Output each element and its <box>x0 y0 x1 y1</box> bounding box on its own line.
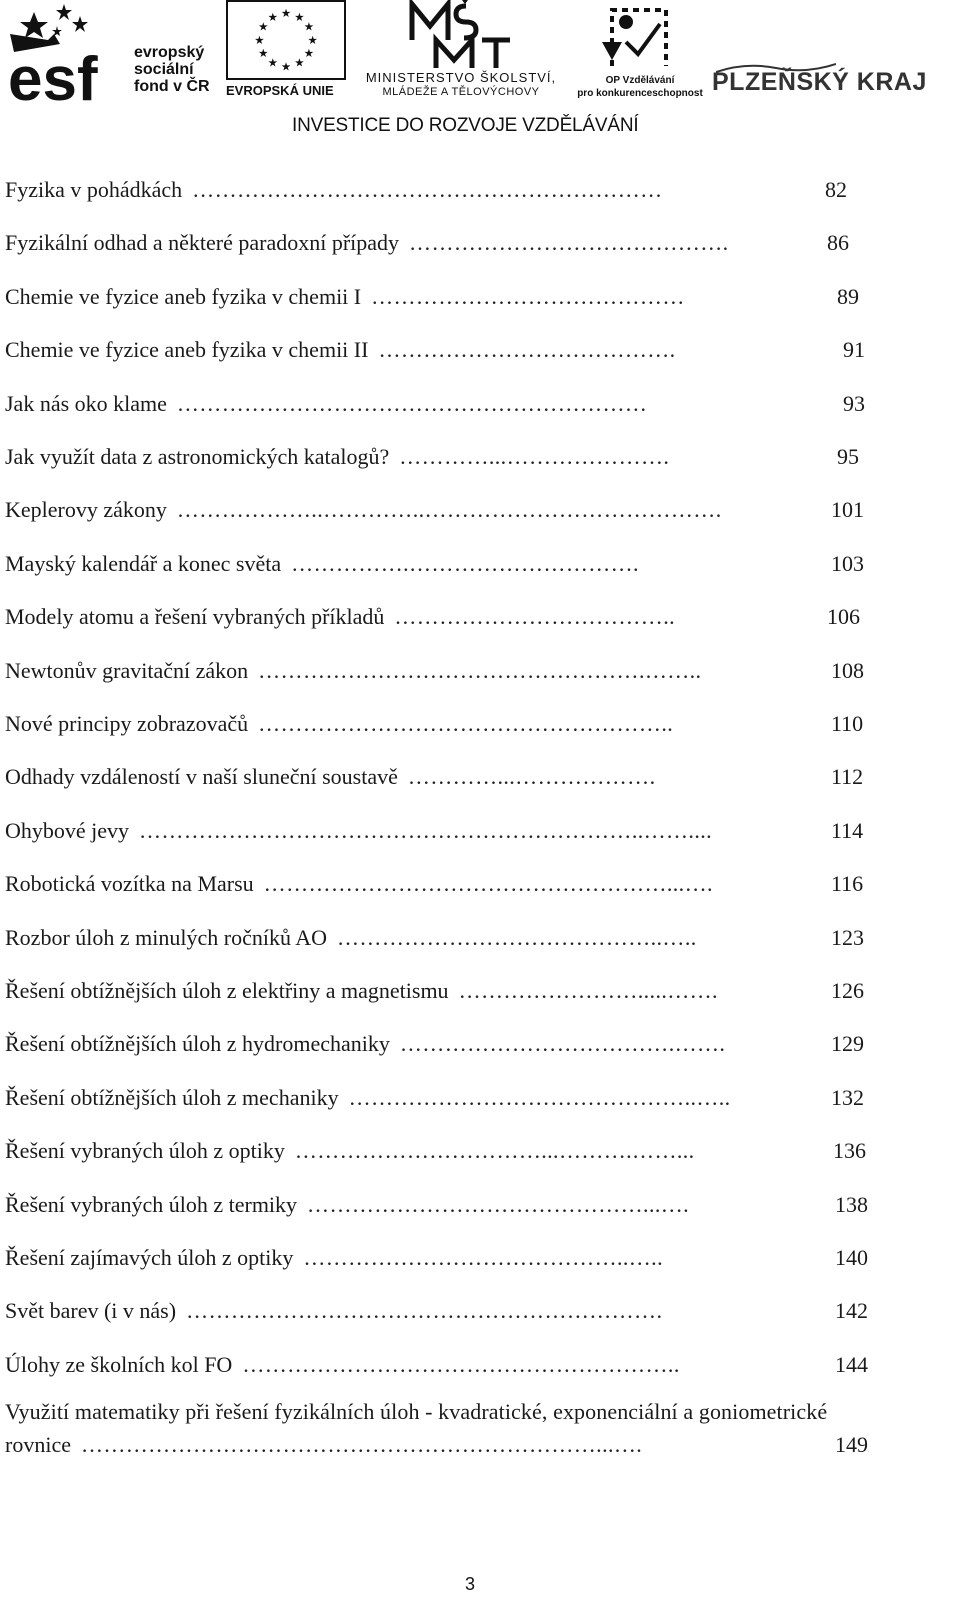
toc-entry-page: 86 <box>827 230 849 256</box>
toc-entry-page: 116 <box>831 871 864 897</box>
esf-line-1: evropský <box>134 44 205 61</box>
svg-text:★: ★ <box>303 48 314 61</box>
svg-text:★: ★ <box>294 57 305 70</box>
toc-entry-title: Odhady vzdáleností v naší sluneční soustavě <box>5 764 398 790</box>
svg-text:★: ★ <box>294 12 305 25</box>
toc-entry-title: Řešení obtížnějších úloh z hydromechaniky <box>5 1031 390 1057</box>
page-number: 3 <box>464 1574 475 1594</box>
toc-entry-title: Fyzika v pohádkách <box>5 177 183 202</box>
toc-entry-title: Ohybové jevy <box>5 817 130 843</box>
toc-entry-page: 136 <box>833 1138 866 1164</box>
toc-entry-leader: ……………………………………..….. <box>303 1245 663 1270</box>
toc-entry-leader: ……………………………….……. <box>399 1031 726 1057</box>
toc-entry-page: 101 <box>831 497 864 523</box>
region-name: PLZEŇSKÝ KRAJ <box>712 68 927 96</box>
toc-entry-leader: ……………………………………………………… <box>176 390 648 416</box>
toc-entry-page: 93 <box>843 390 865 416</box>
toc-entry <box>5 976 930 1006</box>
svg-text:★: ★ <box>258 48 269 61</box>
toc-entry <box>5 549 930 579</box>
slogan: INVESTICE DO ROZVOJE VZDĚLÁVÁNÍ <box>292 115 639 136</box>
toc-entry-leader: ……………………………………………………………...…. <box>80 1432 643 1458</box>
toc-entry-leader: …………...…………………. <box>399 444 670 469</box>
toc-entry-leader: ……………………………………………………… <box>192 177 663 202</box>
toc-entry-title: Řešení zajímavých úloh z optiky <box>5 1245 294 1270</box>
toc-entry-title: Využití matematiky při řešení fyzikálních úloh - kvadratické, exponenciální a goniometrické <box>5 1399 828 1425</box>
toc-entry-page: 110 <box>831 711 864 736</box>
toc-entry-multiline <box>5 1395 930 1465</box>
toc-entry-title: Fyzikální odhad a některé paradoxní případy <box>5 230 400 256</box>
svg-text:★: ★ <box>254 34 265 47</box>
msmt-logo <box>356 0 566 104</box>
toc-entry-leader: ……………………………...……….……... <box>294 1138 695 1164</box>
toc-entry <box>5 1029 930 1059</box>
toc-entry-title: Nové principy zobrazovačů <box>5 711 249 736</box>
eu-logo <box>226 0 348 102</box>
toc-entry-leader: ………………………………………………….. <box>242 1351 680 1377</box>
toc-entry <box>5 335 930 365</box>
toc-entry-title-line2: rovnice <box>5 1432 71 1458</box>
toc-entry-title: Úlohy ze školních kol FO <box>5 1351 233 1377</box>
toc-entry-title: Mayský kalendář a konec světa <box>5 550 282 576</box>
toc-entry-page: 138 <box>835 1191 868 1217</box>
toc-entry-leader: ……………………………………………….. <box>258 711 674 736</box>
toc-entry-leader: ……………………………………..….. <box>337 924 697 950</box>
toc-entry-leader: ………………………………………..….. <box>348 1084 731 1110</box>
toc-entry-leader: …………………………………. <box>378 337 676 363</box>
toc-entry <box>5 389 930 419</box>
plzen-region-logo <box>712 62 937 104</box>
toc-entry-page: 149 <box>835 1432 868 1458</box>
toc-entry-page: 91 <box>843 337 865 363</box>
toc-entry-title: Keplerovy zákony <box>5 497 167 523</box>
toc-entry <box>5 923 930 953</box>
esf-line-2: sociální <box>134 61 194 78</box>
toc-entry-page: 82 <box>825 177 847 202</box>
toc-entry <box>5 1350 930 1380</box>
op-line-1: OP Vzdělávání <box>605 75 675 86</box>
msmt-line-2: MLÁDEŽE A TĚLOVÝCHOVY <box>382 86 540 98</box>
toc-entry-page: 140 <box>835 1245 868 1270</box>
toc-entry-page: 103 <box>831 550 864 576</box>
toc-entry-title: Řešení vybraných úloh z termiky <box>5 1191 298 1217</box>
toc-entry-leader: ……………………………….. <box>394 604 676 630</box>
op-mark-icon <box>598 2 680 72</box>
svg-text:★: ★ <box>280 8 292 21</box>
toc-entry-title: Jak využít data z astronomických katalogů? <box>5 444 390 469</box>
op-line-2: pro konkurenceschopnost <box>577 88 703 99</box>
toc-entry-page: 108 <box>831 657 864 683</box>
toc-entry-leader: ………………………………………………………. <box>186 1298 663 1324</box>
toc-entry-leader: …………….…………………………. <box>291 550 639 576</box>
toc-entry <box>5 602 930 632</box>
esf-line-3: fond v ČR <box>134 78 210 95</box>
toc-entry <box>5 1136 930 1166</box>
toc-entry-page: 89 <box>837 283 859 309</box>
toc-entry-page: 132 <box>831 1084 864 1110</box>
toc-entry <box>5 656 930 686</box>
toc-entry-page: 95 <box>837 444 859 469</box>
toc-entry-title: Robotická vozítka na Marsu <box>5 871 254 897</box>
svg-text:★: ★ <box>267 12 278 25</box>
toc-entry-leader: …………………………………………………………..…….... <box>139 817 713 843</box>
toc-entry-title: Řešení obtížnějších úloh z mechaniky <box>5 1084 339 1110</box>
svg-text:★: ★ <box>267 57 278 70</box>
toc-entry-page: 106 <box>827 604 860 630</box>
toc-entry <box>5 709 930 739</box>
toc-entry <box>5 1083 930 1113</box>
toc-entry-page: 123 <box>831 924 864 950</box>
toc-entry-page: 142 <box>835 1298 868 1324</box>
toc-entry-page: 144 <box>835 1351 868 1377</box>
toc-entry-title-continued <box>5 1428 930 1461</box>
toc-entry <box>5 228 930 258</box>
logo-bar <box>0 0 960 150</box>
toc-entry-title: Řešení vybraných úloh z optiky <box>5 1138 285 1164</box>
svg-text:★: ★ <box>307 34 318 47</box>
toc-entry-title: Chemie ve fyzice aneb fyzika v chemii II <box>5 337 369 363</box>
svg-text:★: ★ <box>303 21 314 34</box>
toc-entry-leader: ……………………………………. <box>409 230 729 256</box>
toc-entry-title: Modely atomu a řešení vybraných příkladů <box>5 604 385 630</box>
toc-entry-title: Chemie ve fyzice aneb fyzika v chemii I <box>5 283 362 309</box>
svg-text:★: ★ <box>280 61 292 74</box>
toc-entry-leader: ………………………………………………...…. <box>263 871 713 897</box>
esf-logo <box>6 4 218 104</box>
toc-entry <box>5 869 930 899</box>
msmt-line-1: MINISTERSTVO ŠKOLSTVÍ, <box>365 70 557 85</box>
toc-entry <box>5 495 930 525</box>
svg-text:esf: esf <box>8 45 98 102</box>
toc-entry-title: Jak nás oko klame <box>5 390 167 416</box>
toc-entry-page: 112 <box>831 764 864 790</box>
toc-entry-leader: …………………………………………….…….. <box>258 657 702 683</box>
toc-entry-leader: ………………..…………..…………………………………. <box>176 497 722 523</box>
eu-flag-icon <box>226 0 346 80</box>
toc-entry-page: 129 <box>831 1031 864 1057</box>
eu-caption: EVROPSKÁ UNIE <box>226 83 334 98</box>
toc-entry-title: Newtonův gravitační zákon <box>5 657 249 683</box>
toc-entry <box>5 1243 930 1273</box>
toc-entry-leader: …………...………………. <box>407 764 656 790</box>
toc-entry-leader: ………………………………………...…. <box>307 1191 690 1217</box>
toc-entry-leader: …………………………………… <box>371 283 685 309</box>
esf-mark-icon <box>8 4 128 102</box>
toc-entry-title: Rozbor úloh z minulých ročníků AO <box>5 924 328 950</box>
toc-entry <box>5 1190 930 1220</box>
toc-entry-title: Svět barev (i v nás) <box>5 1298 177 1324</box>
op-logo <box>570 0 710 104</box>
toc-entry <box>5 175 930 205</box>
toc-entry <box>5 762 930 792</box>
toc-entry <box>5 1296 930 1326</box>
toc-entry <box>5 282 930 312</box>
toc-entry-page: 126 <box>831 978 864 1003</box>
toc-entry-page: 114 <box>831 817 864 843</box>
toc-entry-leader: …………………….....……. <box>458 978 718 1003</box>
svg-text:★: ★ <box>258 21 269 34</box>
toc-entry-title: Řešení obtížnějších úloh z elektřiny a magnetismu <box>5 978 449 1003</box>
toc-entry <box>5 816 930 846</box>
toc-entry <box>5 442 930 472</box>
msmt-monogram-icon <box>406 0 516 72</box>
